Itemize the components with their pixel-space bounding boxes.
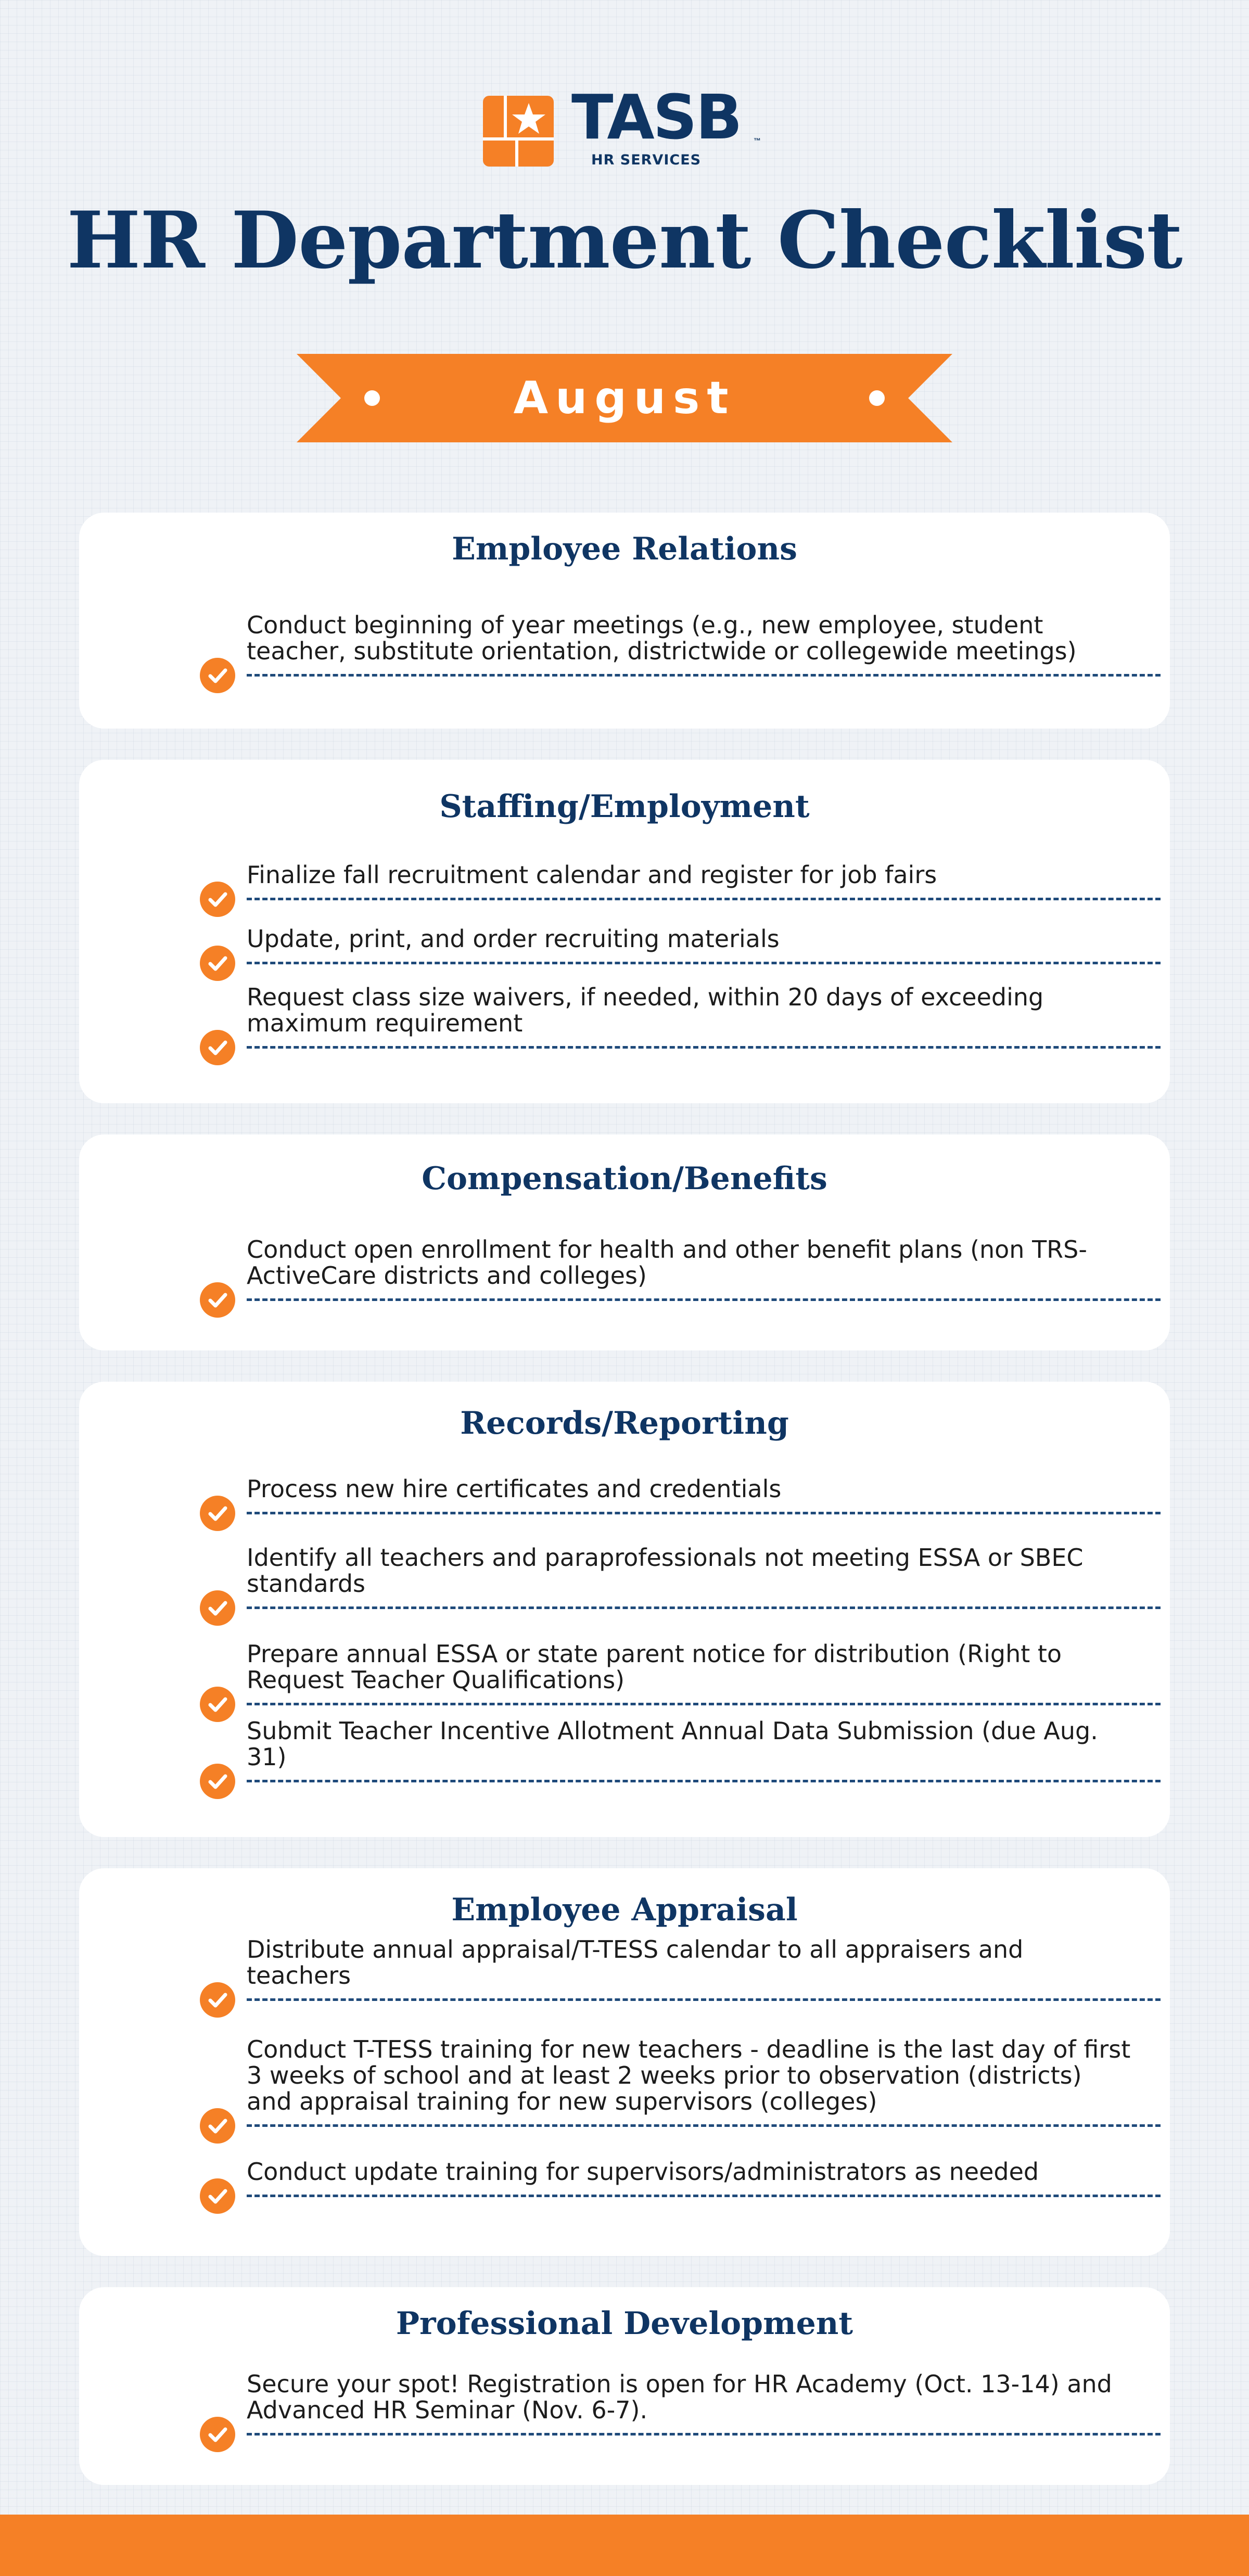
tasb-logo-mark-icon bbox=[483, 96, 554, 167]
footer-bar bbox=[0, 2515, 1249, 2576]
section-compensation-benefits bbox=[79, 1134, 1170, 1350]
checklist-item-text: Identify all teachers and paraprofessionals not meeting ESSA or SBEC standards bbox=[247, 1544, 1084, 1598]
section-records-reporting bbox=[79, 1382, 1170, 1837]
dashed-divider bbox=[247, 674, 1161, 677]
check-icon bbox=[200, 1282, 235, 1318]
dashed-divider bbox=[247, 2124, 1161, 2127]
checklist-item-text: Prepare annual ESSA or state parent notice for distribution (Right to Request Teacher Qualifications) bbox=[247, 1640, 1062, 1694]
logo-subtitle: HR SERVICES bbox=[591, 152, 702, 168]
dashed-divider bbox=[247, 2433, 1161, 2435]
dashed-divider bbox=[247, 962, 1161, 964]
check-icon bbox=[200, 1496, 235, 1531]
logo-wordmark: TASB bbox=[571, 81, 741, 153]
dashed-divider bbox=[247, 1298, 1161, 1301]
month-banner bbox=[297, 354, 952, 442]
month-label: August bbox=[513, 372, 736, 424]
dashed-divider bbox=[247, 1046, 1161, 1049]
checklist-item-text: Request class size waivers, if needed, within 20 days of exceeding maximum requirement bbox=[247, 983, 1044, 1037]
checklist-item-text: Conduct open enrollment for health and other benefit plans (non TRS-ActiveCare districts and colleges) bbox=[247, 1235, 1087, 1290]
check-icon bbox=[200, 946, 235, 981]
page-title: HR Department Checklist bbox=[67, 195, 1182, 286]
checklist-item-text: Submit Teacher Incentive Allotment Annual Data Submission (due Aug. 31) bbox=[247, 1717, 1098, 1771]
checklist-item-text: Conduct update training for supervisors/administrators as needed bbox=[247, 2158, 1039, 2186]
section-professional-development bbox=[79, 2287, 1170, 2485]
section-title: Staffing/Employment bbox=[439, 788, 810, 825]
check-icon bbox=[200, 2417, 235, 2452]
section-title: Compensation/Benefits bbox=[422, 1161, 827, 1197]
dashed-divider bbox=[247, 1512, 1161, 1514]
check-icon bbox=[200, 882, 235, 917]
tasb-logo bbox=[483, 81, 764, 172]
section-title: Employee Relations bbox=[452, 531, 797, 567]
checklist-item-text: Finalize fall recruitment calendar and register for job fairs bbox=[247, 861, 937, 889]
section-employee-relations bbox=[79, 513, 1170, 729]
checklist-item-text: Secure your spot! Registration is open for HR Academy (Oct. 13-14) and Advanced HR Seminar (Nov. 6-7). bbox=[247, 2370, 1112, 2424]
check-icon bbox=[200, 1982, 235, 2018]
section-title: Records/Reporting bbox=[460, 1405, 789, 1442]
dashed-divider bbox=[247, 2195, 1161, 2197]
checklist-item-text: Conduct T-TESS training for new teachers - deadline is the last day of first 3 weeks of school and at least 2 weeks prior to observation (districts) and appraisal training for new supervisors (colleges) bbox=[247, 2035, 1131, 2115]
logo-trademark: ™ bbox=[754, 136, 761, 145]
checklist-item-text: Distribute annual appraisal/T-TESS calendar to all appraisers and teachers bbox=[247, 1935, 1024, 1990]
check-icon bbox=[200, 2178, 235, 2214]
check-icon bbox=[200, 2108, 235, 2144]
check-icon bbox=[200, 1764, 235, 1799]
check-icon bbox=[200, 1687, 235, 1722]
dashed-divider bbox=[247, 1998, 1161, 2001]
dashed-divider bbox=[247, 1703, 1161, 1705]
section-title: Employee Appraisal bbox=[451, 1892, 798, 1928]
section-staffing-employment bbox=[79, 760, 1170, 1103]
dashed-divider bbox=[247, 1606, 1161, 1609]
check-icon bbox=[200, 1030, 235, 1065]
section-employee-appraisal bbox=[79, 1868, 1170, 2256]
dashed-divider bbox=[247, 1780, 1161, 1782]
dashed-divider bbox=[247, 898, 1161, 900]
checklist-item-text: Process new hire certificates and credentials bbox=[247, 1475, 782, 1503]
checklist-item-text: Conduct beginning of year meetings (e.g., new employee, student teacher, substitute orientation, districtwide or collegewide meetings) bbox=[247, 611, 1077, 665]
check-icon bbox=[200, 1590, 235, 1626]
check-icon bbox=[200, 658, 235, 693]
section-title: Professional Development bbox=[396, 2305, 853, 2342]
checklist-item-text: Update, print, and order recruiting materials bbox=[247, 925, 780, 953]
